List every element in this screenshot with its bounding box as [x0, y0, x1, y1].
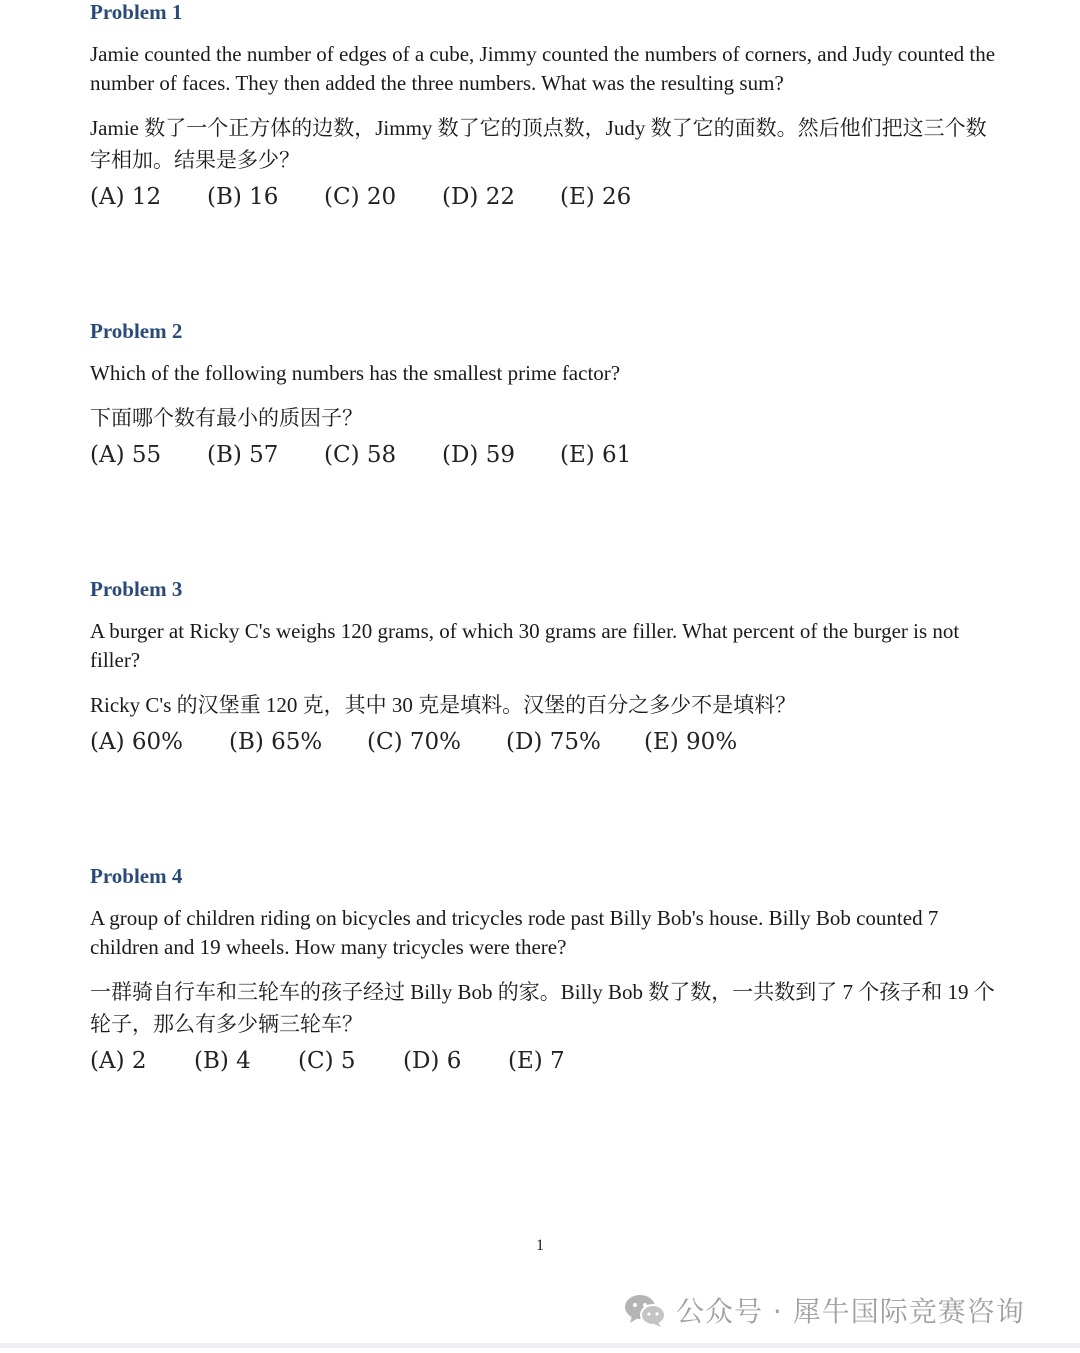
choice-c: (C) 58: [324, 442, 397, 468]
answer-choices: [90, 1046, 1000, 1076]
choice-d: (D) 22: [442, 184, 515, 210]
problem-title: Problem 2: [90, 319, 183, 343]
problem-text-english: A burger at Ricky C's weighs 120 grams, of which 30 grams are filler. What percent of the burger is not filler?: [90, 619, 960, 672]
choice-a: (A) 12: [90, 184, 162, 210]
problem-title: Problem 3: [90, 577, 183, 601]
choice-b: (B) 4: [194, 1048, 251, 1074]
choice-e: (E) 90%: [644, 729, 738, 755]
page-number: 1: [536, 1237, 544, 1254]
choice-e: (E) 7: [508, 1048, 565, 1074]
answer-choices: [90, 440, 1000, 470]
problem-text-chinese: 下面哪个数有最小的质因子？: [90, 406, 363, 430]
problem-text-english: Jamie counted the number of edges of a cube, Jimmy counted the numbers of corners, and Judy counted the number of faces. They then added the three numbers. What was the resulting sum?: [90, 42, 996, 95]
problem-2: [90, 319, 1000, 470]
problem-text-english: Which of the following numbers has the smallest prime factor?: [90, 361, 621, 385]
answer-choices: [90, 182, 1000, 212]
choice-b: (B) 16: [207, 184, 279, 210]
choice-b: (B) 57: [207, 442, 279, 468]
choice-d: (D) 6: [403, 1048, 462, 1074]
watermark-text: 公众号 · 犀牛国际竞赛咨询: [676, 1295, 1025, 1328]
problem-text-chinese: Jamie 数了一个正方体的边数，Jimmy 数了它的顶点数，Judy 数了它的面数。然后他们把这三个数字相加。结果是多少？: [90, 116, 987, 172]
problem-text-chinese: 一群骑自行车和三轮车的孩子经过 Billy Bob 的家。Billy Bob 数了数，一共数到了 7 个孩子和 19 个轮子，那么有多少辆三轮车？: [90, 980, 995, 1036]
watermark: [624, 1290, 1025, 1330]
problem-4: [90, 864, 1000, 1076]
answer-choices: [90, 727, 1000, 757]
choice-e: (E) 26: [560, 184, 632, 210]
problem-3: [90, 577, 1000, 757]
choice-c: (C) 20: [324, 184, 397, 210]
choice-d: (D) 75%: [506, 729, 601, 755]
problem-title: Problem 4: [90, 864, 183, 888]
problem-title: Problem 1: [90, 0, 183, 24]
choice-c: (C) 5: [298, 1048, 356, 1074]
wechat-icon: [624, 1293, 666, 1327]
choice-c: (C) 70%: [367, 729, 461, 755]
problem-1: [90, 0, 1000, 212]
choice-a: (A) 60%: [90, 729, 183, 755]
choice-a: (A) 55: [90, 442, 162, 468]
page-bottom-edge: [0, 1343, 1080, 1348]
problem-text-english: A group of children riding on bicycles and tricycles rode past Billy Bob's house. Billy Bob counted 7 children and 19 wheels. How many tricycles were there?: [90, 906, 939, 959]
choice-d: (D) 59: [442, 442, 515, 468]
choice-e: (E) 61: [560, 442, 632, 468]
problem-text-chinese: Ricky C's 的汉堡重 120 克，其中 30 克是填料。汉堡的百分之多少不是填料？: [90, 693, 797, 717]
choice-b: (B) 65%: [229, 729, 323, 755]
choice-a: (A) 2: [90, 1048, 147, 1074]
